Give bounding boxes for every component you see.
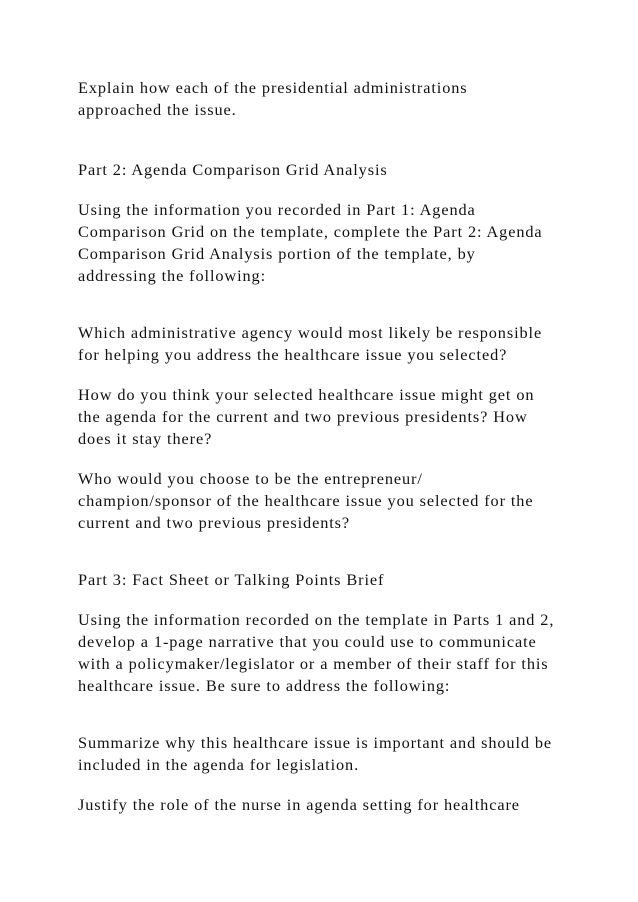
text-line: Explain how each of the presidential administrations	[78, 78, 468, 97]
text-line: champion/sponsor of the healthcare issue you selected for the	[78, 491, 534, 510]
text-line: Comparison Grid Analysis portion of the template, by	[78, 244, 476, 263]
text-line: Using the information you recorded in Part 1: Agenda	[78, 200, 476, 219]
text-line: Using the information recorded on the template in Parts 1 and 2,	[78, 610, 555, 629]
text-line: Summarize why this healthcare issue is important and should be	[78, 733, 553, 752]
text-line: Who would you choose to be the entrepreneur/	[78, 469, 423, 488]
text-line: does it stay there?	[78, 429, 213, 448]
text-line: with a policymaker/legislator or a member of their staff for this	[78, 654, 549, 673]
text-line: healthcare issue. Be sure to address the following:	[78, 676, 451, 695]
text-line: Comparison Grid on the template, complete the Part 2: Agenda	[78, 222, 543, 241]
text-line: Justify the role of the nurse in agenda setting for healthcare	[78, 795, 520, 814]
section-heading-part-3: Part 3: Fact Sheet or Talking Points Brief	[78, 570, 385, 589]
text-line: the agenda for the current and two previous presidents? How	[78, 407, 528, 426]
text-line: approached the issue.	[78, 100, 237, 119]
text-line: How do you think your selected healthcare issue might get on	[78, 385, 535, 404]
text-line: for helping you address the healthcare issue you selected?	[78, 345, 508, 364]
text-line: current and two previous presidents?	[78, 513, 351, 532]
text-line: included in the agenda for legislation.	[78, 755, 360, 774]
text-line: develop a 1-page narrative that you could use to communicate	[78, 632, 537, 651]
text-line: Which administrative agency would most likely be responsible	[78, 323, 543, 342]
section-heading-part-2: Part 2: Agenda Comparison Grid Analysis	[78, 160, 388, 179]
text-line: addressing the following:	[78, 266, 266, 285]
